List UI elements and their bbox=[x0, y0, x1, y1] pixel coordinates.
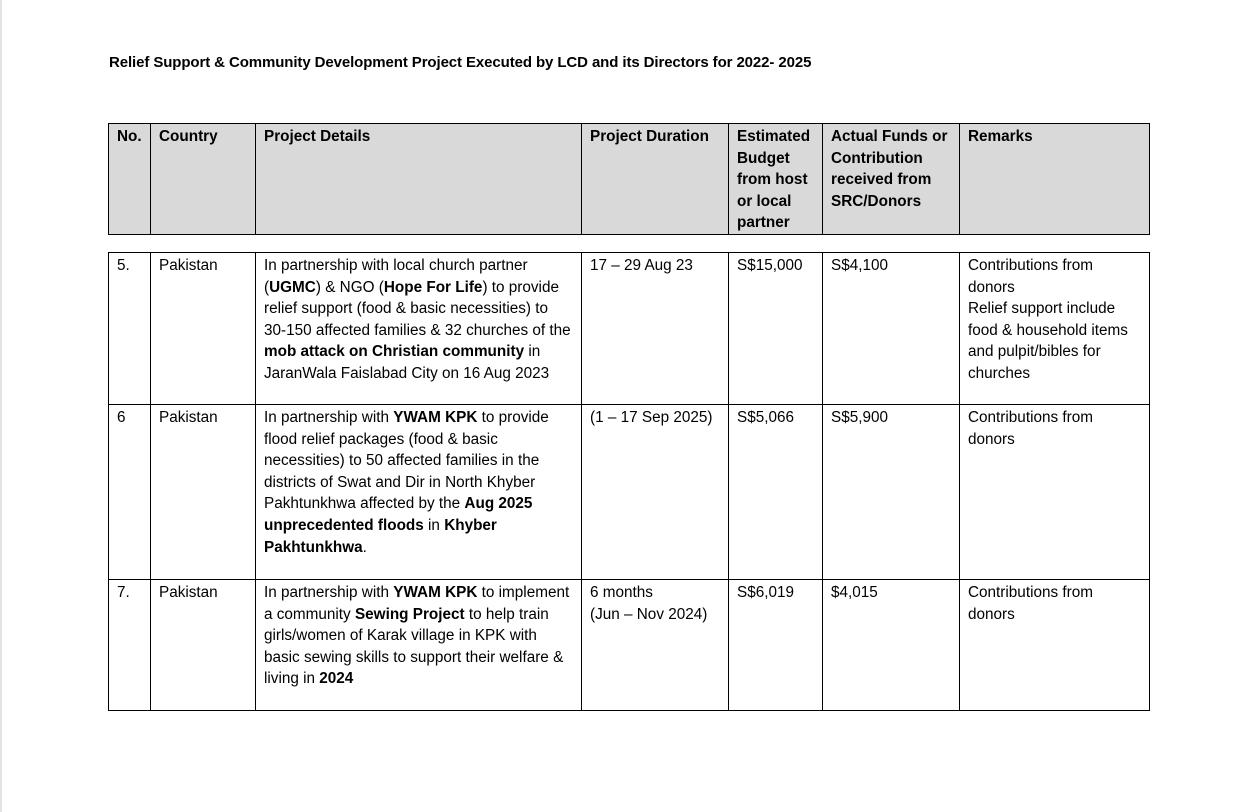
cell-estimated-budget: S$15,000 bbox=[729, 253, 823, 405]
table-row bbox=[109, 405, 1150, 580]
cell-project-duration bbox=[582, 580, 729, 711]
table-row bbox=[109, 580, 1150, 711]
text-line: Contributions from donors bbox=[968, 584, 1093, 623]
text: ) & NGO ( bbox=[315, 278, 384, 296]
text-line: 17 – 29 Aug 23 bbox=[590, 257, 693, 274]
header-project-duration: Project Duration bbox=[582, 124, 729, 235]
bold-text: 2024 bbox=[319, 670, 354, 688]
cell-remarks bbox=[960, 405, 1150, 580]
cell-project-details bbox=[256, 405, 582, 580]
bold-text: Khyber Pakhtunkhwa bbox=[264, 516, 497, 556]
header-project-details: Project Details bbox=[256, 124, 582, 235]
text: In partnership with bbox=[264, 584, 394, 601]
text: to provide flood relief packages (food & basic necessities) to 50 affected families in the districts of Swat and Dir in North Khyber Pakhtunkhwa affected by the bbox=[264, 409, 549, 513]
cell-actual-funds: $4,015 bbox=[823, 580, 960, 711]
header-estimated-budget: Estimated Budget from host or local partner bbox=[729, 124, 823, 235]
header-no: No. bbox=[109, 124, 151, 235]
cell-country: Pakistan bbox=[151, 253, 256, 405]
text: in bbox=[423, 516, 445, 534]
cell-project-duration bbox=[582, 253, 729, 405]
text-line: (1 – 17 Sep 2025) bbox=[590, 409, 713, 426]
cell-remarks bbox=[960, 580, 1150, 711]
text: In partnership with local church partner ( bbox=[264, 257, 528, 296]
cell-no: 7. bbox=[109, 580, 151, 711]
cell-project-duration bbox=[582, 405, 729, 580]
table-row bbox=[109, 253, 1150, 405]
cell-project-details bbox=[256, 253, 582, 405]
text: to implement a community bbox=[264, 584, 570, 623]
text: to help train girls/women of Karak village in KPK with basic sewing skills to support their welfare & living in bbox=[264, 605, 564, 688]
cell-country: Pakistan bbox=[151, 580, 256, 711]
bold-text: Hope For Life bbox=[383, 278, 483, 296]
document-title: Relief Support & Community Development Project Executed by LCD and its Directors for 2022- 2025 bbox=[109, 54, 812, 71]
cell-remarks bbox=[960, 253, 1150, 405]
cell-project-details bbox=[256, 580, 582, 711]
text-line: Relief support include food & household items and pulpit/bibles for churches bbox=[968, 300, 1128, 382]
cell-no: 5. bbox=[109, 253, 151, 405]
bold-text: Sewing Project bbox=[354, 605, 465, 623]
cell-estimated-budget: S$6,019 bbox=[729, 580, 823, 711]
header-row bbox=[109, 124, 1150, 235]
text-line: (Jun – Nov 2024) bbox=[590, 605, 708, 623]
bold-text: Aug 2025 unprecedented floods bbox=[264, 495, 533, 534]
text: ) to provide relief support (food & basic necessities) to 30-150 affected families & 32 churches of the bbox=[264, 278, 571, 339]
bold-text: YWAM KPK bbox=[393, 584, 478, 601]
cell-no: 6 bbox=[109, 405, 151, 580]
header-country: Country bbox=[151, 124, 256, 235]
header-remarks: Remarks bbox=[960, 124, 1150, 235]
cell-country: Pakistan bbox=[151, 405, 256, 580]
page-left-edge bbox=[0, 0, 2, 812]
text-line: Contributions from donors bbox=[968, 257, 1093, 296]
header-actual-funds: Actual Funds or Contribution received from SRC/Donors bbox=[823, 124, 960, 235]
text: In partnership with bbox=[264, 409, 394, 426]
cell-estimated-budget: S$5,066 bbox=[729, 405, 823, 580]
bold-text: mob attack on Christian community bbox=[264, 343, 525, 361]
text-line: 6 months bbox=[590, 584, 653, 601]
bold-text: YWAM KPK bbox=[393, 409, 478, 426]
projects-table bbox=[108, 252, 1150, 711]
table-header bbox=[108, 123, 1150, 235]
cell-actual-funds: S$4,100 bbox=[823, 253, 960, 405]
bold-text: UGMC bbox=[269, 278, 316, 296]
text: . bbox=[362, 538, 367, 556]
cell-actual-funds: S$5,900 bbox=[823, 405, 960, 580]
text-line: Contributions from donors bbox=[968, 409, 1093, 448]
text: in JaranWala Faislabad City on 16 Aug 2023 bbox=[264, 343, 550, 382]
